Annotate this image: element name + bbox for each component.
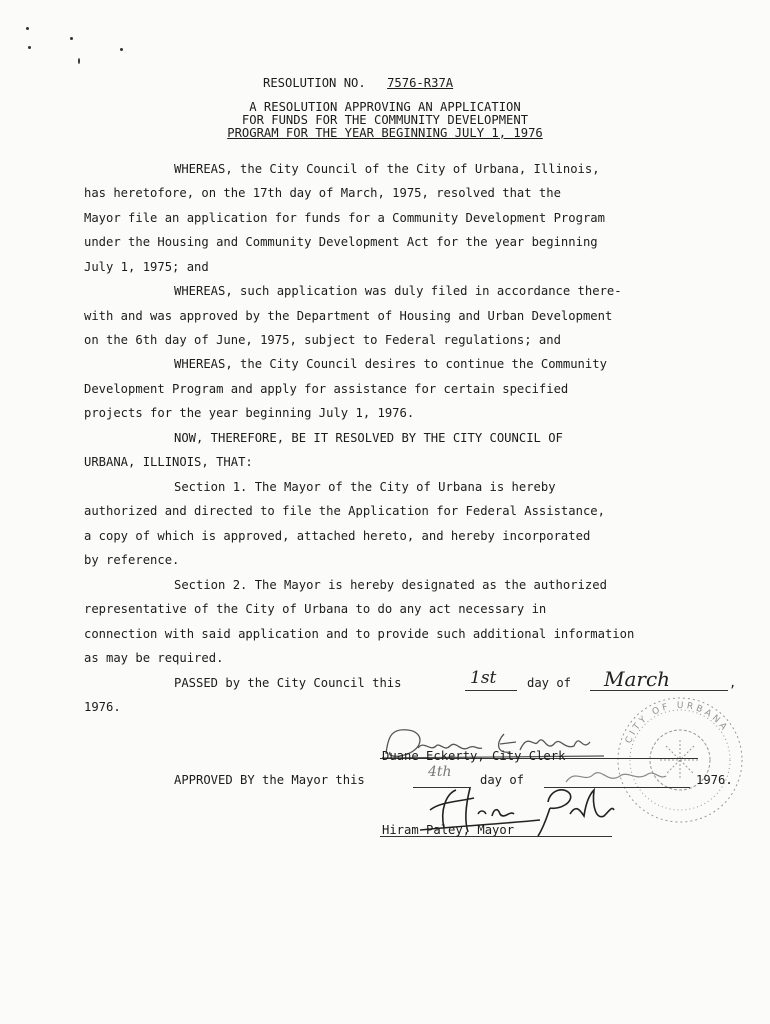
body-line: projects for the year beginning July 1, 1976.	[84, 406, 415, 420]
approved-day-handwritten: 4th	[428, 764, 452, 780]
approved-year: 1976.	[696, 773, 733, 787]
scan-speck	[28, 46, 31, 49]
subtitle-line-1: A RESOLUTION APPROVING AN APPLICATION	[249, 100, 521, 114]
body-line: WHEREAS, the City Council desires to continue the Community	[174, 357, 607, 371]
scan-speck	[78, 58, 80, 64]
passed-day-handwritten: 1st	[470, 668, 497, 688]
body-line: Section 2. The Mayor is hereby designated as the authorized	[174, 578, 607, 592]
passed-month-handwritten: March	[604, 667, 671, 691]
approved-day-of: day of	[480, 773, 525, 787]
scan-speck	[70, 37, 73, 40]
svg-text:CITY OF URBANA: CITY OF URBANA	[623, 700, 731, 746]
passed-comma: ,	[729, 676, 737, 690]
subtitle-line-3: PROGRAM FOR THE YEAR BEGINNING JULY 1, 1976	[227, 126, 543, 140]
resolution-label: RESOLUTION NO.	[263, 76, 366, 90]
body-line: NOW, THEREFORE, BE IT RESOLVED BY THE CITY COUNCIL OF	[174, 431, 563, 445]
body-line: URBANA, ILLINOIS, THAT:	[84, 455, 253, 469]
body-line: on the 6th day of June, 1975, subject to Federal regulations; and	[84, 333, 561, 347]
body-line: as may be required.	[84, 651, 224, 665]
mayor-printed-name: Hiram Paley, Mayor	[382, 823, 515, 837]
scan-speck	[26, 27, 29, 30]
body-line: with and was approved by the Department of Housing and Urban Development	[84, 309, 613, 323]
body-line: July 1, 1975; and	[84, 260, 209, 274]
resolution-number: 7576-R37A	[387, 76, 454, 90]
subtitle-line-2: FOR FUNDS FOR THE COMMUNITY DEVELOPMENT	[241, 113, 529, 127]
body-line: Development Program and apply for assistance for certain specified	[84, 382, 569, 396]
resolution-heading	[263, 76, 453, 90]
body-line: authorized and directed to file the Application for Federal Assistance,	[84, 504, 605, 518]
body-line: connection with said application and to provide such additional information	[84, 627, 635, 641]
body-line: WHEREAS, such application was duly filed in accordance there-	[174, 284, 622, 298]
body-line: has heretofore, on the 17th day of March, 1975, resolved that the	[84, 186, 561, 200]
approved-prefix: APPROVED BY the Mayor this	[174, 773, 365, 787]
body-line: Mayor file an application for funds for a Community Development Program	[84, 211, 605, 225]
clerk-printed-name: Duane Eckerty, City Clerk	[382, 749, 566, 763]
body-line: a copy of which is approved, attached hereto, and hereby incorporated	[84, 529, 591, 543]
scan-speck	[120, 48, 123, 51]
body-line: by reference.	[84, 553, 180, 567]
passed-prefix: PASSED by the City Council this	[174, 676, 402, 690]
body-line: Section 1. The Mayor of the City of Urbana is hereby	[174, 480, 556, 494]
body-line: WHEREAS, the City Council of the City of Urbana, Illinois,	[174, 162, 600, 176]
passed-day-blank	[465, 690, 517, 691]
body-line: representative of the City of Urbana to do any act necessary in	[84, 602, 547, 616]
body-line: under the Housing and Community Development Act for the year beginning	[84, 235, 598, 249]
passed-day-of: day of	[527, 676, 572, 690]
passed-year: 1976.	[84, 700, 121, 714]
